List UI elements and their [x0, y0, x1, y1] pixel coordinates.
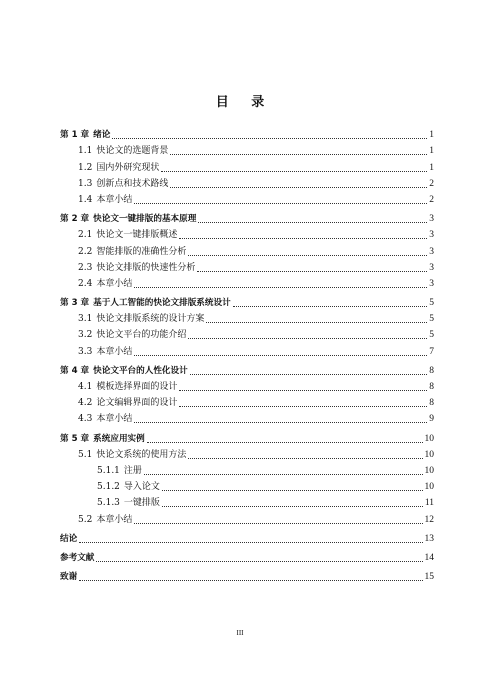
- toc-entry-page: 3: [429, 230, 434, 241]
- toc-entry[interactable]: [60, 141, 434, 157]
- toc-entry-number: 1.2: [78, 162, 93, 173]
- toc-entry-number: 4.2: [78, 398, 93, 409]
- toc-entry-label: 致谢: [60, 572, 78, 583]
- toc-entry-label: 系统应用实例: [93, 433, 145, 444]
- toc-entry-label: 一键排版: [123, 498, 160, 509]
- toc-entry[interactable]: [60, 325, 434, 341]
- toc-entry-page: 11: [424, 498, 434, 509]
- toc-entry[interactable]: [60, 293, 434, 309]
- toc-entry[interactable]: [60, 529, 434, 545]
- toc-entry[interactable]: [60, 157, 434, 173]
- toc-entry[interactable]: [60, 190, 434, 206]
- toc-entry-number: 5.1: [78, 449, 93, 460]
- toc-entry[interactable]: [60, 241, 434, 257]
- toc-entry-page: 14: [424, 552, 434, 563]
- toc-dot-leader: [188, 338, 427, 339]
- toc-entry-page: 8: [429, 382, 434, 392]
- toc-entry-number: 2.4: [78, 278, 93, 289]
- toc-dot-leader: [206, 322, 427, 323]
- toc-dot-leader: [170, 154, 427, 155]
- toc-dot-leader: [179, 390, 427, 391]
- toc-entry-number: 1.1: [78, 146, 93, 157]
- page-title: 目 录: [215, 95, 274, 110]
- toc-entry-label: 快论文排版系统的设计方案: [96, 314, 205, 325]
- toc-entry[interactable]: [60, 509, 434, 525]
- toc-entry-label: 本章小结: [96, 514, 133, 525]
- toc-entry-page: 2: [429, 194, 434, 205]
- toc-entry-label: 基于人工智能的快论文排版系统设计: [93, 298, 231, 309]
- table-of-contents: [60, 125, 434, 583]
- toc-dot-leader: [162, 506, 423, 507]
- toc-dot-leader: [197, 271, 427, 272]
- toc-entry-number: 5.1.1: [97, 465, 120, 476]
- toc-dot-leader: [179, 238, 427, 239]
- toc-entry-number: 第 2 章: [60, 214, 90, 225]
- toc-entry[interactable]: [60, 225, 434, 241]
- toc-entry-label: 快论文排版的快速性分析: [96, 262, 196, 273]
- toc-entry[interactable]: [60, 567, 434, 583]
- toc-entry[interactable]: [60, 377, 434, 393]
- toc-entry-page: 5: [429, 330, 434, 341]
- toc-entry-page: 10: [424, 449, 434, 460]
- toc-dot-leader: [147, 442, 423, 443]
- toc-entry[interactable]: [60, 393, 434, 409]
- toc-entry-number: 4.1: [78, 382, 93, 392]
- toc-entry-label: 国内外研究现状: [96, 162, 160, 173]
- toc-entry-label: 本章小结: [96, 194, 133, 205]
- toc-entry-page: 5: [429, 314, 434, 325]
- toc-entry-number: 第 4 章: [60, 365, 90, 376]
- toc-entry-page: 5: [429, 298, 434, 309]
- toc-dot-leader: [190, 374, 428, 375]
- toc-entry[interactable]: [60, 409, 434, 425]
- toc-entry-label: 本章小结: [96, 414, 133, 425]
- toc-dot-leader: [188, 255, 427, 256]
- toc-entry-label: 模板选择界面的设计: [96, 382, 178, 392]
- toc-dot-leader: [144, 474, 423, 475]
- toc-entry-label: 注册: [123, 465, 142, 476]
- toc-dot-leader: [198, 222, 427, 223]
- toc-entry-number: 1.4: [78, 194, 93, 205]
- toc-dot-leader: [134, 287, 427, 288]
- toc-entry-label: 创新点和技术路线: [96, 178, 169, 189]
- toc-dot-leader: [134, 523, 422, 524]
- toc-entry-label: 快论文平台的功能介绍: [96, 330, 187, 341]
- toc-entry-number: 2.3: [78, 262, 93, 273]
- toc-entry-page: 10: [424, 433, 434, 444]
- toc-entry[interactable]: [60, 341, 434, 357]
- toc-dot-leader: [79, 580, 422, 581]
- toc-entry-page: 3: [429, 262, 434, 273]
- toc-entry[interactable]: [60, 493, 434, 509]
- toc-entry-label: 快论文平台的人性化设计: [93, 365, 188, 376]
- toc-entry-page: 1: [429, 162, 434, 173]
- toc-dot-leader: [188, 458, 422, 459]
- toc-entry-page: 15: [424, 572, 434, 583]
- toc-entry-number: 1.3: [78, 178, 93, 189]
- toc-entry-number: 5.1.3: [97, 498, 120, 509]
- toc-entry-label: 快论文一键排版的基本原理: [93, 214, 197, 225]
- toc-entry[interactable]: [60, 209, 434, 225]
- toc-entry-page: 9: [429, 414, 434, 425]
- toc-entry[interactable]: [60, 548, 434, 564]
- toc-entry-number: 2.2: [78, 246, 93, 257]
- toc-entry-page: 3: [429, 278, 434, 289]
- toc-entry-label: 智能排版的准确性分析: [96, 246, 187, 257]
- toc-entry-number: 4.3: [78, 414, 93, 425]
- toc-entry-number: 5.2: [78, 514, 93, 525]
- toc-entry[interactable]: [60, 428, 434, 444]
- toc-dot-leader: [134, 422, 427, 423]
- toc-entry-page: 12: [424, 514, 434, 525]
- toc-entry-page: 3: [429, 246, 434, 257]
- toc-entry-page: 13: [424, 533, 434, 544]
- toc-entry[interactable]: [60, 461, 434, 477]
- toc-dot-leader: [162, 490, 423, 491]
- toc-dot-leader: [170, 187, 427, 188]
- toc-entry-label: 本章小结: [96, 278, 133, 289]
- toc-entry[interactable]: [60, 445, 434, 461]
- toc-dot-leader: [161, 171, 427, 172]
- toc-entry-label: 快论文一键排版概述: [96, 230, 178, 241]
- toc-entry-number: 3.3: [78, 346, 93, 357]
- toc-dot-leader: [96, 561, 422, 562]
- toc-entry-label: 快论文的选题背景: [96, 146, 169, 157]
- toc-entry-page: 1: [429, 146, 434, 157]
- toc-entry-page: 8: [429, 398, 434, 409]
- toc-entry-page: 1: [429, 130, 434, 141]
- toc-dot-leader: [112, 138, 427, 139]
- toc-entry-number: 3.2: [78, 330, 93, 341]
- toc-entry-page: 3: [429, 214, 434, 225]
- toc-entry-page: 10: [424, 482, 434, 493]
- toc-entry-page: 2: [429, 178, 434, 189]
- toc-entry-number: 5.1.2: [97, 482, 120, 493]
- toc-entry-number: 第 3 章: [60, 298, 90, 309]
- toc-entry[interactable]: [60, 477, 434, 493]
- toc-dot-leader: [134, 355, 427, 356]
- toc-entry-label: 本章小结: [96, 346, 133, 357]
- toc-entry-label: 快论文系统的使用方法: [96, 449, 187, 460]
- toc-entry[interactable]: [60, 258, 434, 274]
- toc-entry-label: 论文编辑界面的设计: [96, 398, 178, 409]
- toc-entry-number: 3.1: [78, 314, 93, 325]
- toc-entry-page: 10: [424, 465, 434, 476]
- toc-entry[interactable]: [60, 309, 434, 325]
- toc-entry[interactable]: [60, 274, 434, 290]
- toc-entry-number: 2.1: [78, 230, 93, 241]
- toc-entry[interactable]: [60, 174, 434, 190]
- toc-entry-number: 第 5 章: [60, 433, 90, 444]
- toc-dot-leader: [79, 542, 422, 543]
- page-number: III: [236, 629, 244, 637]
- toc-entry-label: 绪论: [93, 130, 111, 141]
- toc-entry-number: 第 1 章: [60, 130, 90, 141]
- toc-entry-label: 结论: [60, 533, 78, 544]
- toc-dot-leader: [134, 203, 427, 204]
- toc-entry-label: 参考文献: [60, 552, 95, 563]
- toc-dot-leader: [233, 306, 428, 307]
- toc-dot-leader: [179, 406, 427, 407]
- toc-entry[interactable]: [60, 125, 434, 141]
- toc-entry-label: 导入论文: [123, 482, 160, 493]
- toc-entry-page: 8: [429, 365, 434, 376]
- toc-entry[interactable]: [60, 361, 434, 377]
- toc-entry-page: 7: [429, 346, 434, 357]
